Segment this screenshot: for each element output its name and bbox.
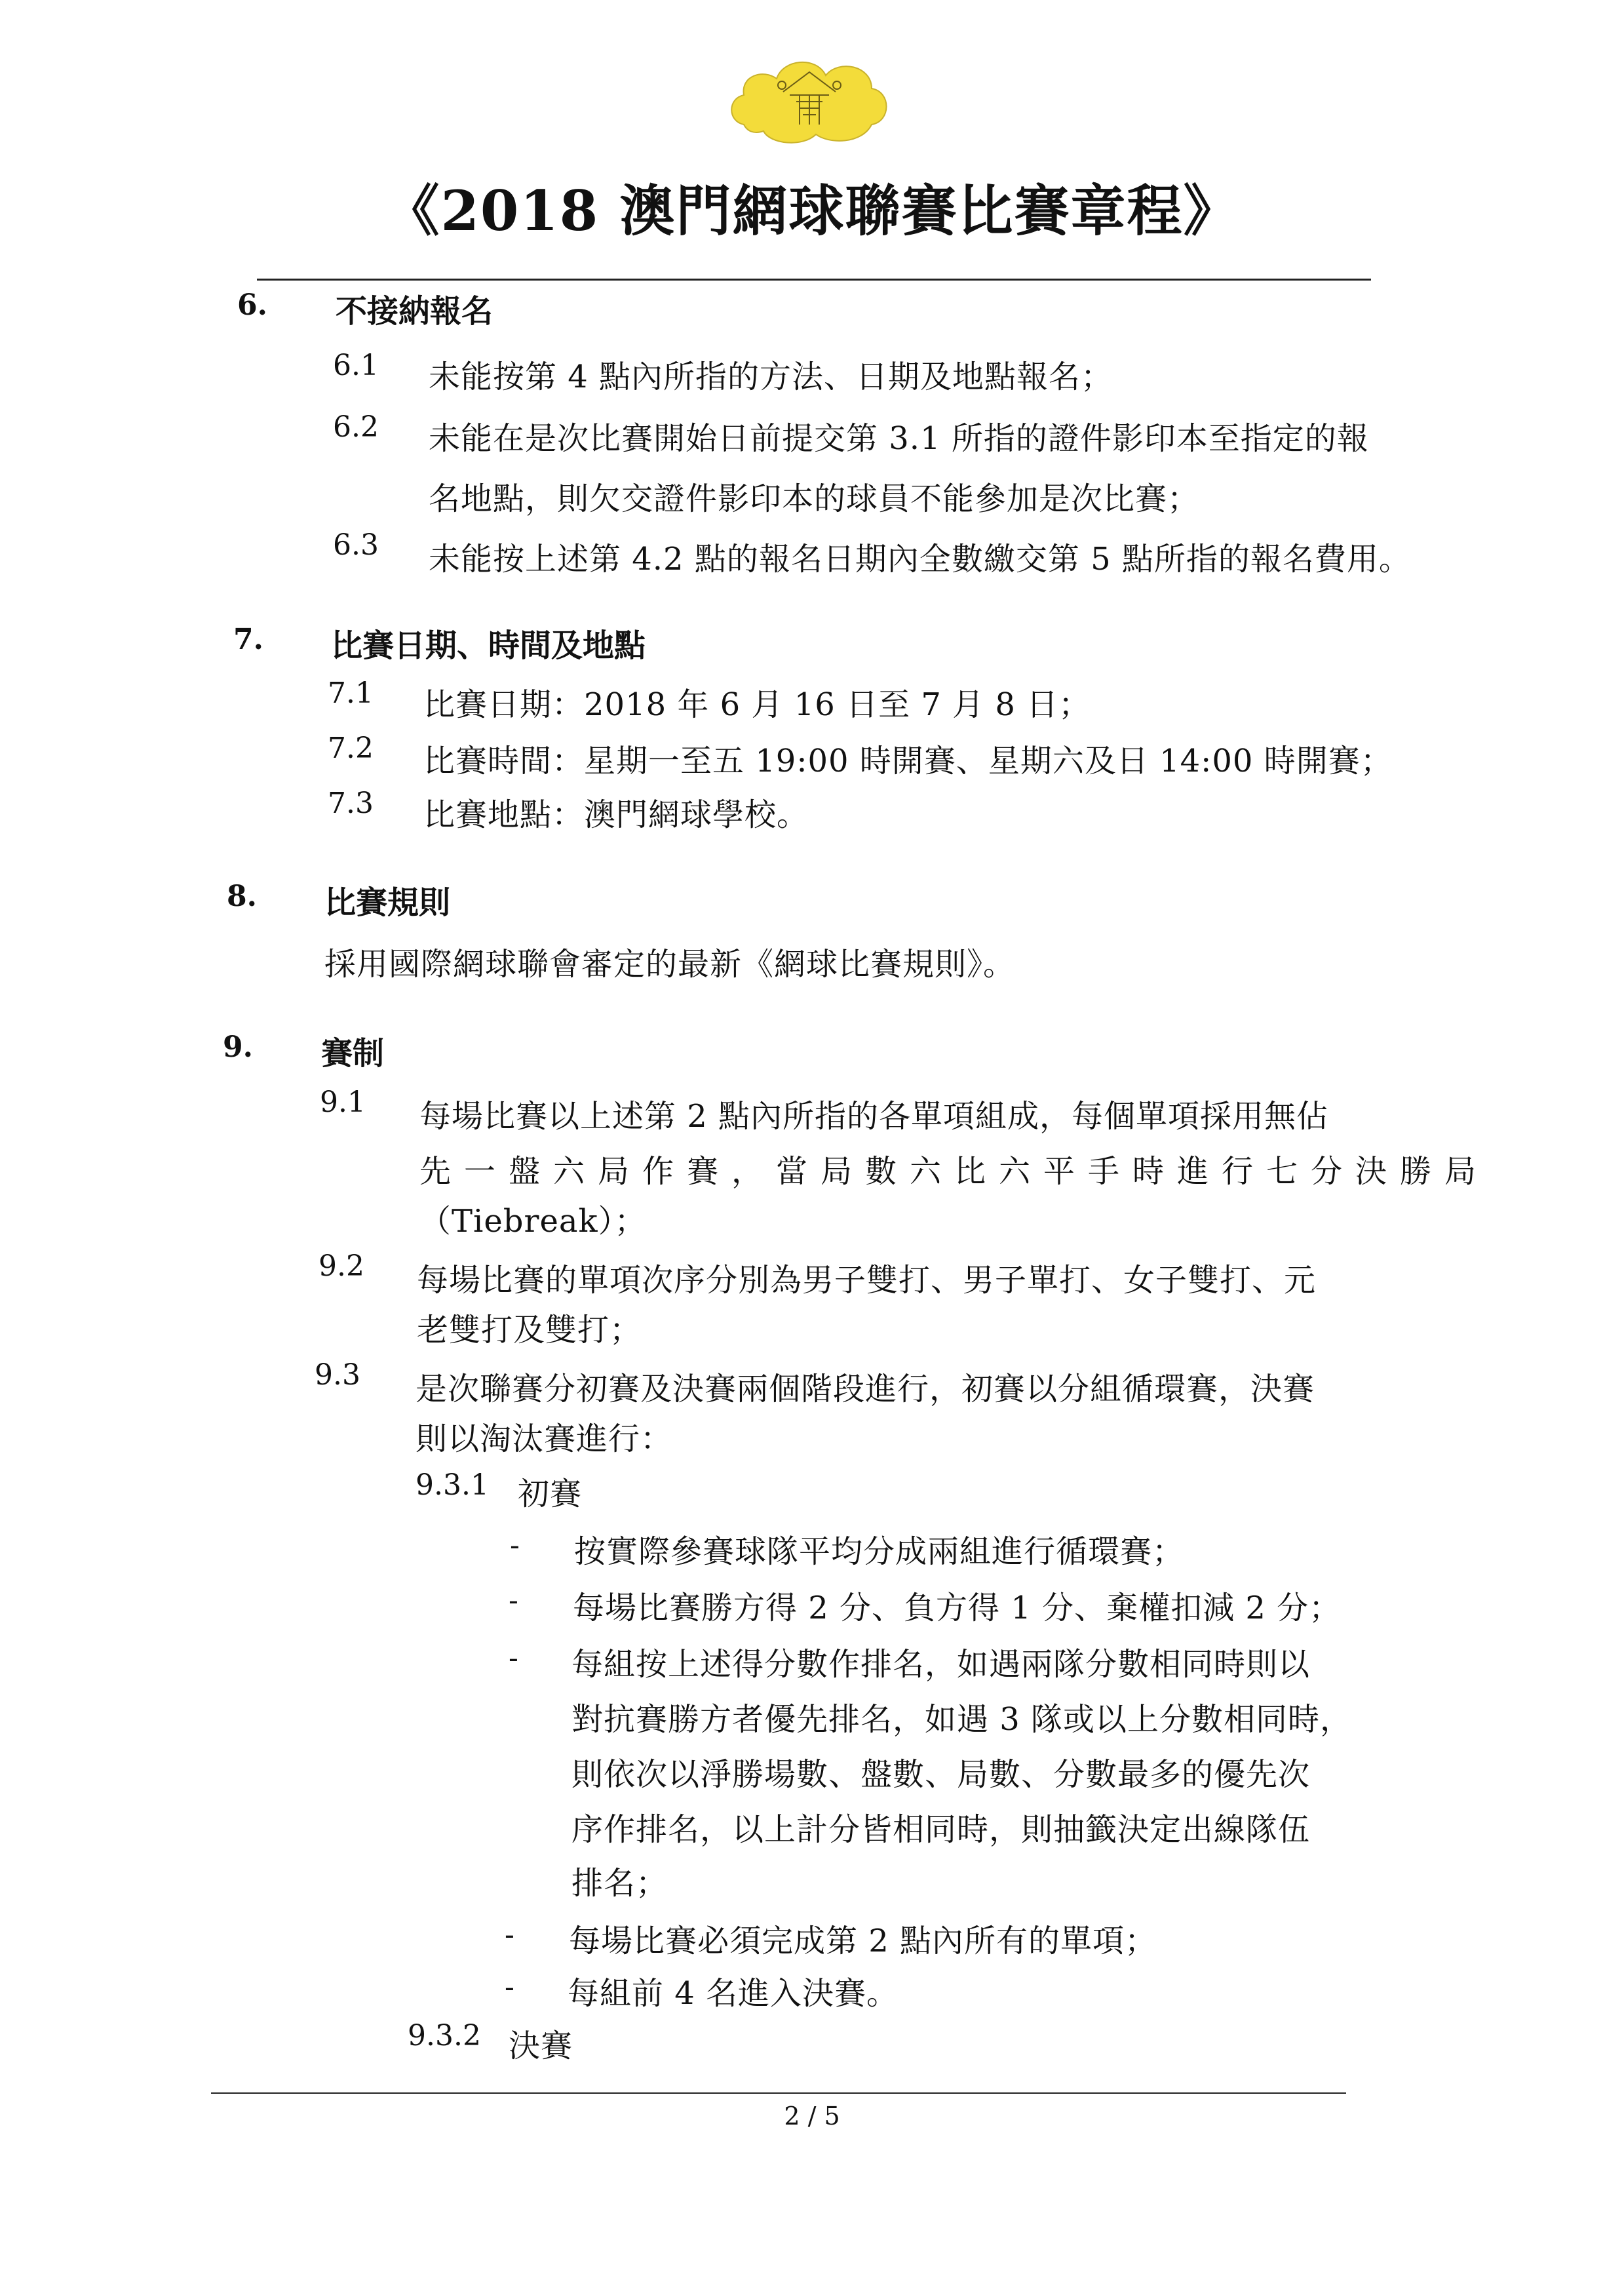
bullet-3-line-1: 每組按上述得分數作排名，如遇兩隊分數相同時則以	[571, 1646, 1311, 1683]
section-8-number: 8.	[227, 880, 257, 913]
item-7-2-number: 7.2	[328, 732, 374, 765]
footer-divider	[211, 2092, 1346, 2094]
item-6-1-text: 未能按第 4 點內所指的方法、日期及地點報名；	[429, 359, 1113, 395]
item-7-1-number: 7.1	[328, 677, 374, 710]
item-9-1-line-2: 先一盤六局作賽，當局數六比六平手時進行七分決勝局	[419, 1153, 1490, 1190]
subsection-9-3-2-number: 9.3.2	[408, 2019, 481, 2052]
item-9-2-line-1: 每場比賽的單項次序分別為男子雙打、男子單打、女子雙打、元	[417, 1262, 1317, 1299]
item-6-2-number: 6.2	[333, 410, 379, 444]
item-9-1-line-1: 每場比賽以上述第 2 點內所指的各單項組成，每個單項採用無佔	[419, 1098, 1329, 1135]
association-logo	[724, 46, 895, 151]
item-6-3-number: 6.3	[333, 528, 379, 562]
bullet-2-text: 每場比賽勝方得 2 分、負方得 1 分、棄權扣減 2 分；	[573, 1590, 1342, 1626]
document-title: 《2018 澳門網球聯賽比賽章程》	[384, 178, 1240, 243]
bullet-3-line-4: 序作排名，以上計分皆相同時，則抽籤決定出線隊伍	[571, 1811, 1311, 1848]
item-9-3-line-2: 則以淘汰賽進行：	[416, 1421, 673, 1457]
item-6-2-line-1: 未能在是次比賽開始日前提交第 3.1 所指的證件影印本至指定的報	[429, 420, 1369, 457]
item-9-2-number: 9.2	[319, 1249, 364, 1283]
page-number: 2 / 5	[784, 2102, 840, 2130]
item-7-2-text: 比賽時間：星期一至五 19:00 時開賽、星期六及日 14:00 時開賽；	[423, 743, 1393, 779]
subsection-9-3-1-number: 9.3.1	[416, 1468, 489, 1502]
bullet-4-text: 每場比賽必須完成第 2 點內所有的單項；	[569, 1923, 1157, 1959]
title-divider	[257, 279, 1371, 281]
subsection-9-3-1-title: 初賽	[518, 1476, 583, 1512]
item-7-3-text: 比賽地點：澳門網球學校。	[423, 796, 809, 833]
bullet-dash: -	[509, 1641, 518, 1675]
bullet-dash: -	[509, 1584, 518, 1617]
section-8-body: 採用國際網球聯會審定的最新《網球比賽規則》。	[324, 946, 1016, 983]
item-6-1-number: 6.1	[333, 349, 379, 382]
bullet-3-line-2: 對抗賽勝方者優先排名，如遇 3 隊或以上分數相同時，	[571, 1701, 1353, 1738]
item-7-3-number: 7.3	[328, 787, 374, 820]
bullet-dash: -	[510, 1529, 520, 1562]
bullet-1-text: 按實際參賽球隊平均分成兩組進行循環賽；	[574, 1533, 1185, 1570]
bullet-3-line-5: 排名；	[571, 1865, 668, 1902]
section-7-number: 7.	[233, 623, 263, 656]
item-9-3-number: 9.3	[315, 1358, 360, 1392]
subsection-9-3-2-title: 決賽	[509, 2028, 573, 2064]
bullet-dash: -	[505, 1971, 514, 2004]
item-9-1-line-3: （Tiebreak）；	[419, 1203, 647, 1240]
item-9-2-line-2: 老雙打及雙打；	[417, 1312, 642, 1348]
item-7-1-text: 比賽日期：2018 年 6 月 16 日至 7 月 8 日；	[423, 686, 1091, 723]
section-6-number: 6.	[237, 288, 267, 322]
item-6-2-line-2: 名地點，則欠交證件影印本的球員不能參加是次比賽；	[429, 481, 1200, 517]
section-7-title: 比賽日期、時間及地點	[331, 627, 646, 664]
item-6-3-text: 未能按上述第 4.2 點的報名日期內全數繳交第 5 點所指的報名費用。	[429, 541, 1411, 578]
section-9-title: 賽制	[321, 1035, 385, 1072]
bullet-5-text: 每組前 4 名進入決賽。	[568, 1975, 899, 2012]
bullet-dash: -	[505, 1918, 514, 1952]
section-9-number: 9.	[223, 1030, 253, 1064]
item-9-1-number: 9.1	[320, 1086, 366, 1119]
section-6-title: 不接納報名	[336, 293, 493, 330]
bullet-3-line-3: 則依次以淨勝場數、盤數、局數、分數最多的優先次	[571, 1756, 1311, 1793]
item-9-3-line-1: 是次聯賽分初賽及決賽兩個階段進行，初賽以分組循環賽，決賽	[416, 1371, 1315, 1407]
section-8-title: 比賽規則	[324, 884, 451, 921]
